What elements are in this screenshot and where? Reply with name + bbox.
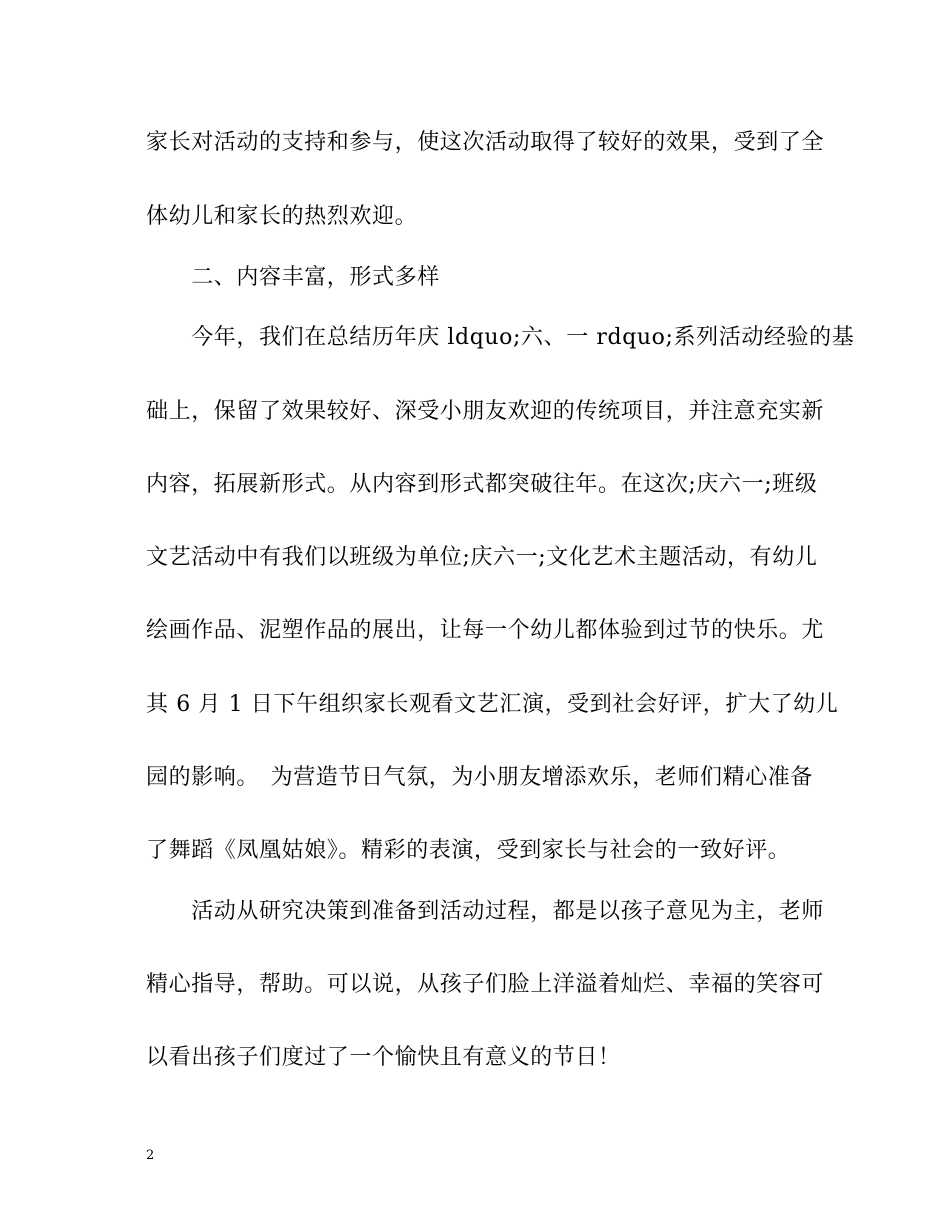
text-line: 内容，拓展新形式。从内容到形式都突破往年。在这次;庆六一;班级	[146, 472, 818, 497]
text-line: 了舞蹈《凤凰姑娘》。精彩的表演，受到家长与社会的一致好评。	[146, 838, 791, 863]
text-line: 体幼儿和家长的热烈欢迎。	[146, 204, 418, 229]
text-line: 园的影响。 为营造节日气氛，为小朋友增添欢乐，老师们精心准备	[146, 765, 814, 790]
section-heading: 二、内容丰富，形式多样	[146, 265, 440, 290]
text-line: 今年，我们在总结历年庆 ldquo;六、一 rdquo;系列活动经验的基	[146, 325, 855, 350]
text-line: 以看出孩子们度过了一个愉快且有意义的节日！	[146, 1045, 621, 1070]
text-line: 文艺活动中有我们以班级为单位;庆六一;文化艺术主题活动，有幼儿	[146, 545, 818, 570]
text-line: 精心指导，帮助。可以说，从孩子们脸上洋溢着灿烂、幸福的笑容可	[146, 972, 825, 997]
text-line: 家长对活动的支持和参与，使这次活动取得了较好的效果，受到了全	[146, 130, 825, 155]
text-line: 活动从研究决策到准备到活动过程，都是以孩子意见为主，老师	[146, 899, 825, 924]
text-line: 绘画作品、泥塑作品的展出，让每一个幼儿都体验到过节的快乐。尤	[146, 618, 825, 643]
text-line: 础上，保留了效果较好、深受小朋友欢迎的传统项目，并注意充实新	[146, 399, 825, 424]
page-number: 2	[146, 1148, 155, 1163]
text-line: 其 6 月 1 日下午组织家长观看文艺汇演，受到社会好评，扩大了幼儿	[146, 692, 839, 717]
